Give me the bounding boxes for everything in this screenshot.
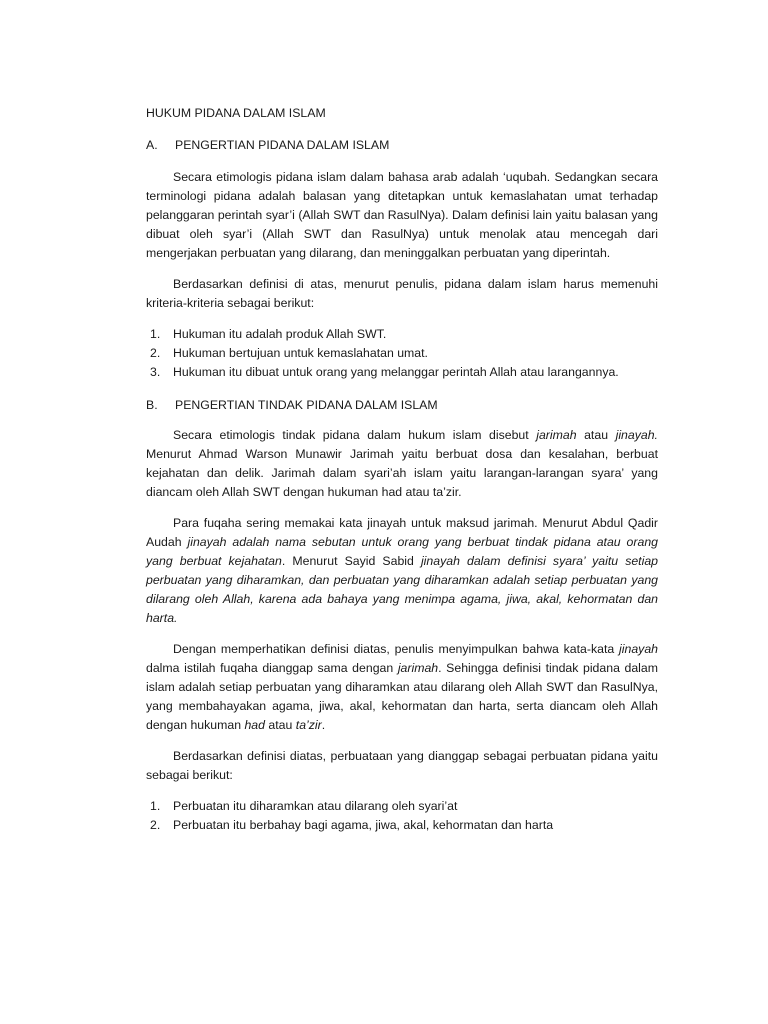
list-item	[146, 363, 658, 382]
text-run: . Menurut Sayid Sabid	[281, 554, 421, 568]
list-item-number: 3.	[150, 365, 161, 379]
list-item-number: 1.	[150, 327, 161, 341]
italic-term: jinayah	[619, 642, 658, 656]
section-b-paragraph-3	[146, 640, 658, 735]
list-item	[146, 816, 658, 835]
text-run: atau	[576, 428, 616, 442]
list-item-number: 2.	[150, 818, 161, 832]
list-item	[146, 325, 658, 344]
section-b-criteria-list	[146, 797, 658, 835]
text-run: Menurut Ahmad Warson Munawir Jarimah yaitu berbuat dosa dan kesalahan, berbuat kejahatan dan delik. Jarimah dalam syari’ah islam yaitu larangan-larangan syara’ yang diancam oleh Allah SWT dengan hukuman had atau ta’zir.	[146, 447, 658, 499]
text-run: Secara etimologis tindak pidana dalam hukum islam disebut	[173, 428, 537, 442]
text-run: atau	[265, 718, 296, 732]
list-item-text: Perbuatan itu berbahay bagi agama, jiwa, akal, kehormatan dan harta	[173, 818, 554, 832]
document-page	[146, 104, 658, 835]
italic-term: jinayah.	[615, 428, 658, 442]
italic-term: had	[244, 718, 265, 732]
section-a-letter: A.	[146, 138, 158, 152]
section-b-letter: B.	[146, 398, 158, 412]
italic-quote: jinayah dalam definisi syara’ yaitu setiap perbuatan yang diharamkan, dan perbuatan yang diharamkan adalah setiap perbuatan yang dilarang oleh Allah, karena ada bahaya yang menimpa agama, jiwa, akal, kehormatan dan harta.	[146, 554, 659, 625]
list-item-number: 1.	[150, 799, 161, 813]
italic-term: jarimah	[536, 428, 577, 442]
section-a-paragraph-1: Secara etimologis pidana islam dalam bahasa arab adalah ‘uqubah. Sedangkan secara terminologi pidana adalah balasan yang ditetapkan untuk kemaslahatan umat terhadap pelanggaran perintah syar’i (Allah SWT dan RasulNya). Dalam definisi lain yaitu balasan yang dibuat oleh syar’i (Allah SWT dan RasulNya) untuk menolak atau mencegah dari mengerjakan perbuatan yang dilarang, dan meninggalkan perbuatan yang diperintah.	[146, 170, 658, 260]
text-run: . Sehingga definisi tindak pidana dalam islam adalah setiap perbuatan yang diharamkan atau dilarang oleh Allah SWT dan RasulNya, yang membahayakan agama, jiwa, akal, kehormatan dan harta, serta diancam oleh Allah dengan hukuman	[146, 661, 658, 732]
section-b-paragraph-2	[146, 514, 658, 628]
text-run: Para fuqaha sering memakai kata jinayah untuk maksud jarimah. Menurut Abdul Qadir Audah	[146, 516, 658, 549]
section-a-criteria-list	[146, 325, 658, 382]
text-run: dalma istilah fuqaha dianggap sama dengan	[146, 661, 398, 675]
list-item-text: Hukuman itu adalah produk Allah SWT.	[173, 327, 387, 341]
italic-term: jarimah	[397, 661, 439, 675]
text-run: Dengan memperhatikan definisi diatas, penulis menyimpulkan bahwa kata-kata	[173, 642, 620, 656]
section-a-heading	[146, 136, 658, 155]
section-b-paragraph-4: Berdasarkan definisi diatas, perbuataan yang dianggap sebagai perbuatan pidana yaitu sebagai berikut:	[146, 749, 658, 782]
italic-quote: jinayah adalah nama sebutan untuk orang yang berbuat tindak pidana atau orang yang berbuat kejahatan	[146, 535, 658, 568]
list-item-number: 2.	[150, 346, 161, 360]
text-run: .	[321, 718, 326, 732]
list-item-text: Perbuatan itu diharamkan atau dilarang oleh syari’at	[173, 799, 458, 813]
list-item-text: Hukuman bertujuan untuk kemaslahatan umat.	[173, 346, 428, 360]
section-b-paragraph-1	[146, 426, 658, 502]
section-b-title: PENGERTIAN TINDAK PIDANA DALAM ISLAM	[175, 398, 438, 412]
section-a-paragraph-2: Berdasarkan definisi di atas, menurut penulis, pidana dalam islam harus memenuhi kriteria-kriteria sebagai berikut:	[146, 277, 658, 310]
list-item	[146, 797, 658, 816]
list-item-text: Hukuman itu dibuat untuk orang yang melanggar perintah Allah atau larangannya.	[173, 365, 619, 379]
document-title: HUKUM PIDANA DALAM ISLAM	[146, 106, 326, 120]
list-item	[146, 344, 658, 363]
section-b-heading	[146, 396, 658, 415]
italic-term: ta’zir	[295, 718, 322, 732]
section-a-title: PENGERTIAN PIDANA DALAM ISLAM	[175, 138, 390, 152]
